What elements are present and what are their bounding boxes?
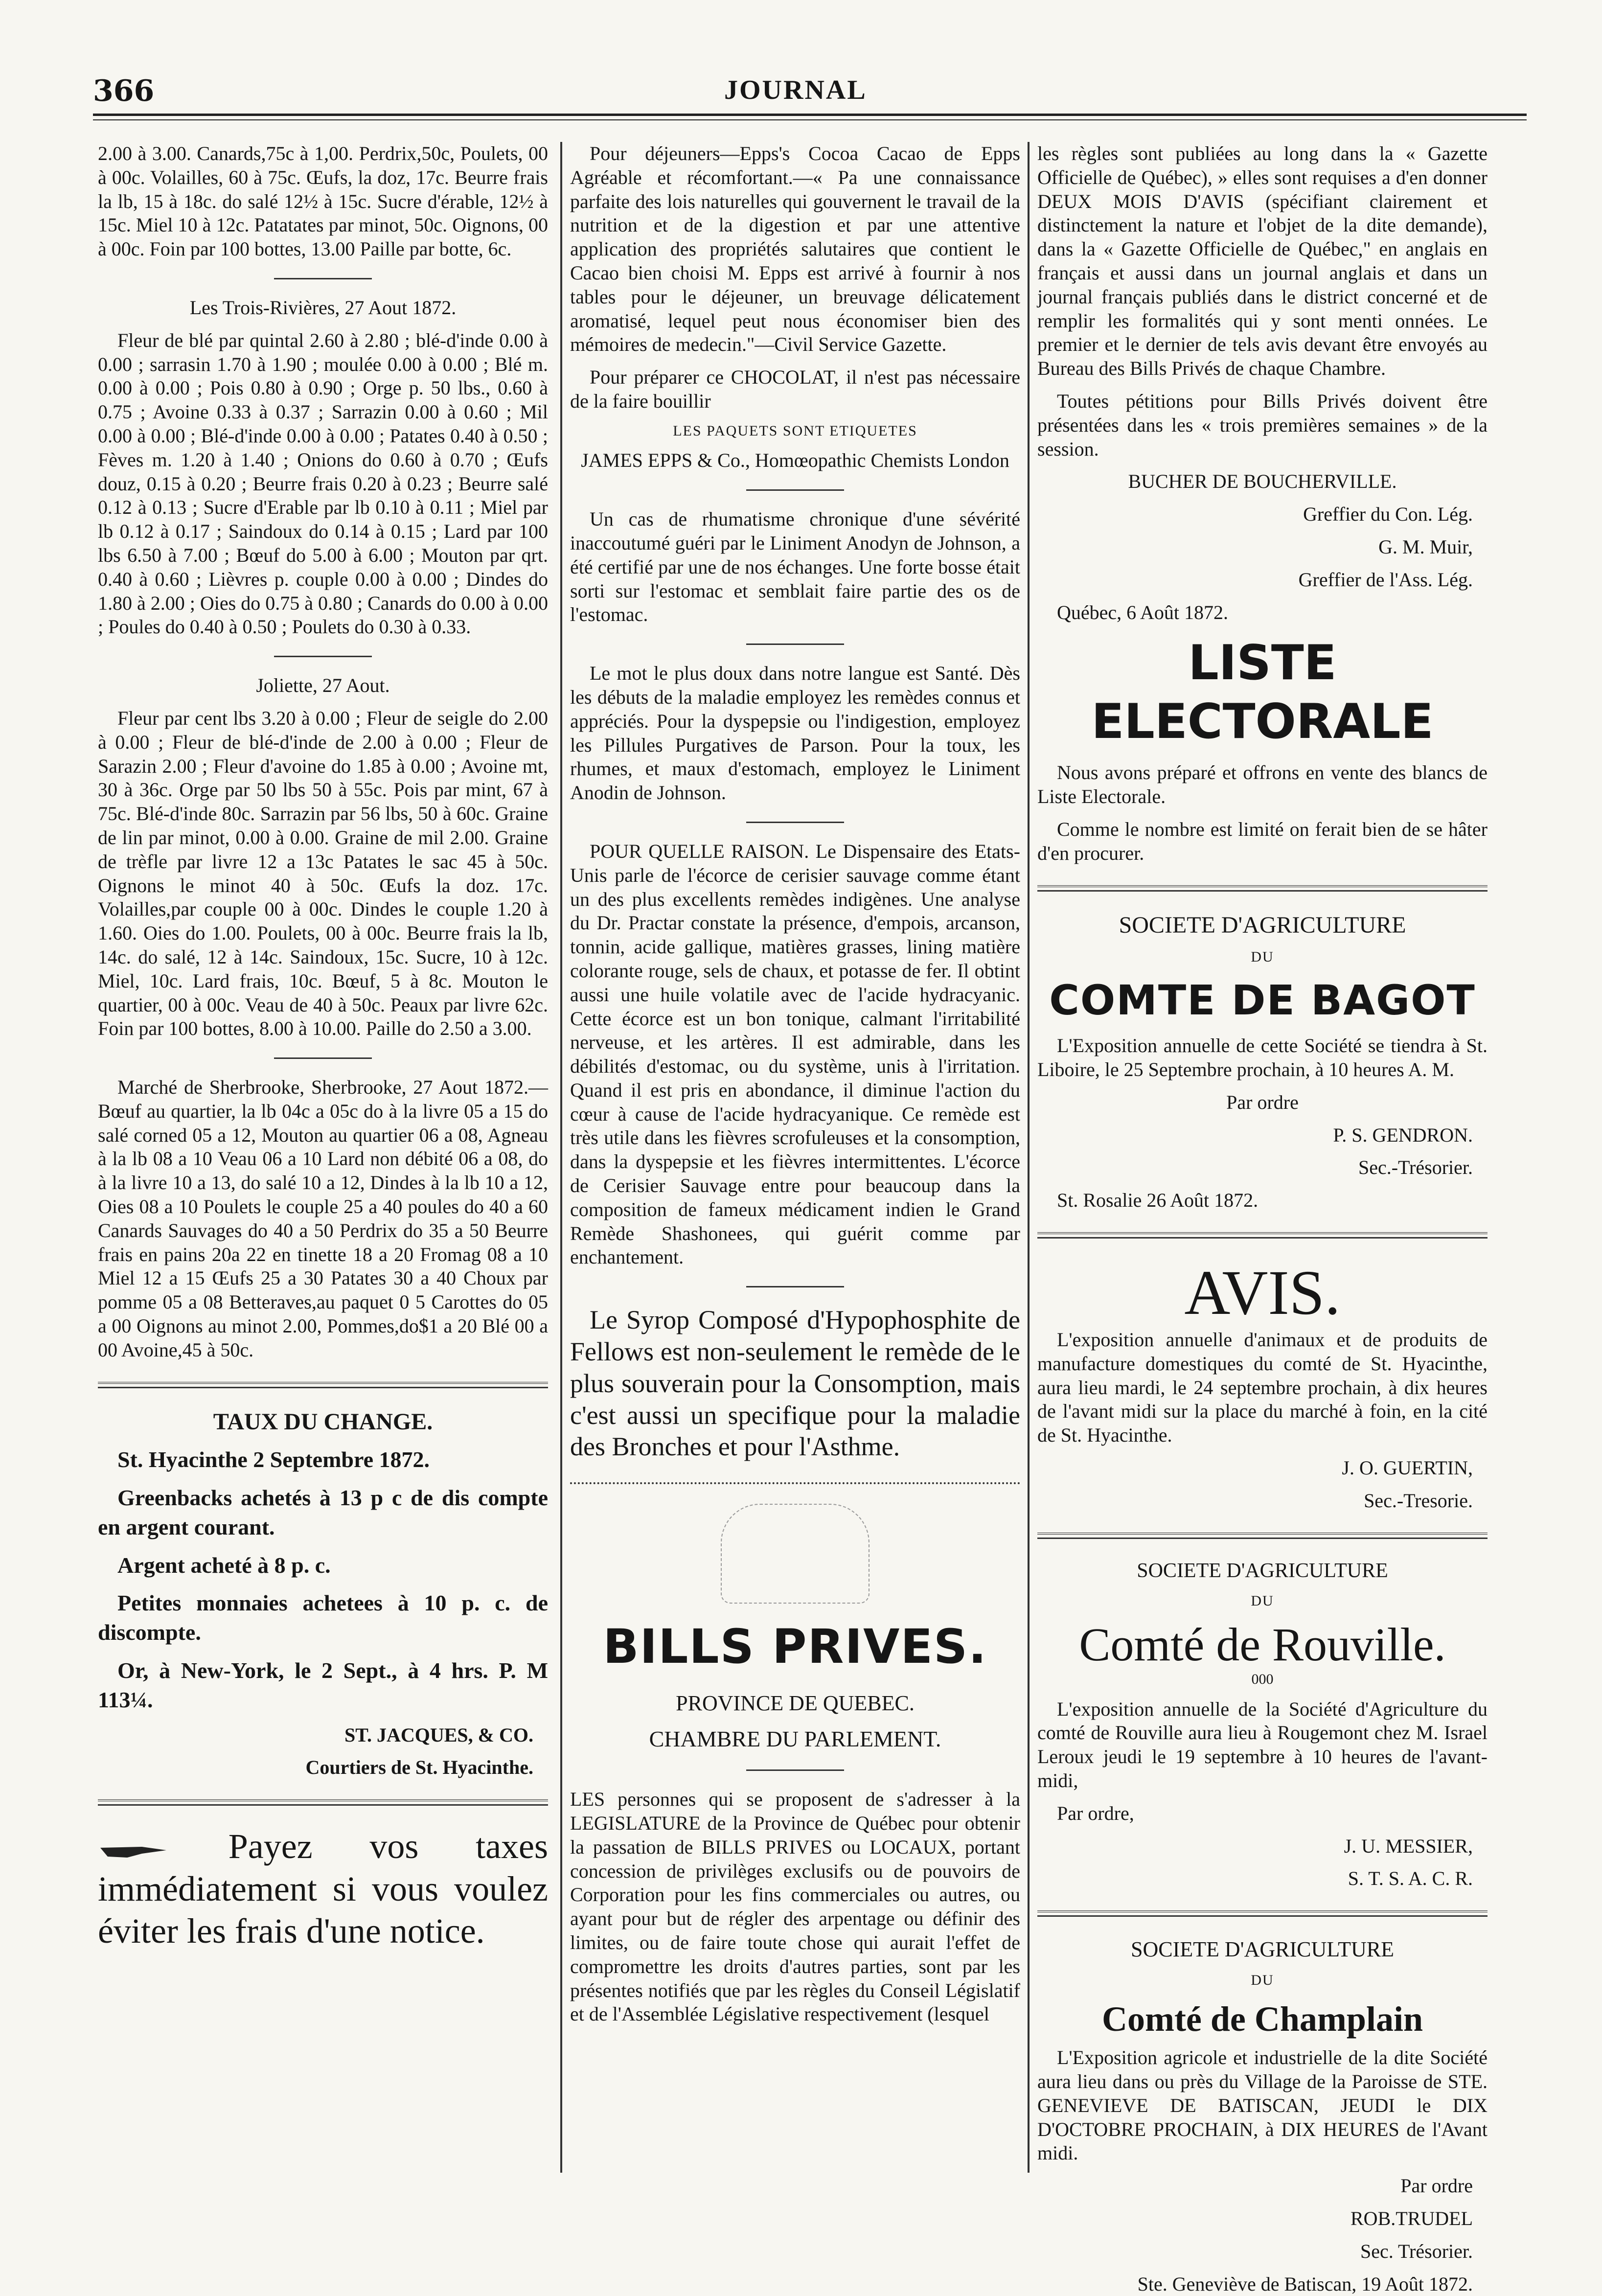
comte-de-rouville-title: Comté de Rouville. [1079,1618,1446,1671]
market-report: 2.00 à 3.00. Canards,75c à 1,00. Perdrix,50c, Poulets, 00 à 00c. Volailles, 60 à 75c. Œufs, la doz, 17c. Beurre frais la lb, 15 à 18c. do salé 12½ à 15c. Sucre d'érable, 12½ à 15c. Miel 10 à 12c. Patatates par minot, 50c. Oignons, 00 à 00c. Foin par 100 bottes, 13.00 Paille par botte, 6c. [98,142,548,260]
taux-signature-title: Courtiers de St. Hyacinthe. [305,1756,533,1779]
rheumatism-notice: Un cas de rhumatisme chronique d'une sévérité inaccoutumé guéri par le Liniment Anodyn de Johnson, a été certifié par une de nos échanges. Une forte bosse était sorti sur l'estomac et semblait faire partie des os de l'estomac. [570,508,1020,626]
taux-line: St. Hyacinthe 2 Septembre 1872. [117,1447,430,1472]
separator [274,278,372,279]
taux-line: Or, à New-York, le 2 Sept., à 4 hrs. P. M 113¼. [98,1657,548,1712]
epps-cocoa-ad: Pour déjeuners—Epps's Cocoa Cacao de Epps Agréable et récomfortant.—« Pa une connaissance parfaite des lois naturelles qui gouvernent le travail de la nutrition et de la digestion et par une attentive application des propriétés salutaires que contient le Cacao bien choisi M. Epps est arrivé à fournir à nos tables pour le déjeuner, un breuvage délicatement aromatisé, lequel peut nous économiser bien des mémoires de medecin."—Civil Service Gazette. [570,142,1020,356]
double-rule [1037,1232,1488,1239]
taux-list [98,1445,548,1714]
bagot-text: L'Exposition annuelle de cette Société se tiendra à St. Liboire, le 25 Septembre prochain, à 10 heures A. M. [1037,1034,1488,1081]
champlain-signature-title: Sec. Trésorier. [1360,2240,1473,2262]
champlain-du: DU [1251,1972,1274,1988]
separator [274,656,372,657]
double-rule [98,1382,548,1388]
joliette-prices: Fleur par cent lbs 3.20 à 0.00 ; Fleur de seigle do 2.00 à 0.00 ; Fleur de blé-d'inde de 2.00 à 0.00 ; Fleur de Sarazin 2.00 ; Fleur d'avoine do 1.85 à 0.00 ; Avoine mt, 30 à 36c. Orge par 50 lbs 50 à 55c. Pois par mint, 67 à 75c. Blé-d'inde 80c. Sarrazin par 56 lbs, 50 à 60c. Graine de lin par minot, 0.00 à 0.00. Graine de mil 2.00. Graine de trèfle par livre 12 a 13c Patates le sac 45 à 50c. Oignons le minot 40 à 50c. Œufs la doz. 17c. Volailles,par couple 00 à 00c. Dindes le couple 1.20 à 1.60. Oies do 1.00. Poulets, 00 à 00c. Beurre frais la lb, 14c. do salé, 12 à 14c. Saindoux, 15c. Sucre, 10 à 12c. Miel, 10c. Lard frais, 10c. Bœuf, 5 à 8c. Mouton le quartier, 00 à 00c. Veau de 40 à 50c. Peaux par livre 62c. Foin par 100 bottes, 8.00 à 10.00. Paille do 2.50 a 3.00. [98,707,548,1040]
separator [746,489,844,491]
double-rule [98,1799,548,1806]
pour-quelle-raison-notice: POUR QUELLE RAISON. Le Dispensaire des Etats-Unis parle de l'écorce de cerisier sauvage comme étant un des plus excellents remèdes indigènes. Une analyse du Dr. Practar constate la présence, d'empois, arcanson, tonnin, acide gallique, matières grasses, lining matière colorante rouge, sels de chaux, et potasse de fer. Il obtint aussi une huile volatile avec de l'acide hydracyanic. Cette écorce est un bon tonique, calmant l'irritabilité nerveuse, et les artères. Il est admirable, dans les débilités d'estomac, ou du système, unis à l'irritation. Quand il est pris en abondance, il diminue l'action du cœur à cause de l'acide hydracyanique. Ce remède est très utile dans les fièvres scrofuleuses et la consomption, dans la dyspepsie et les fièvres intermittentes. L'écorce de Cerisier Sauvage entre pour beaucoup dans la composition de fameux médicament indien le Grand Remède Shashonees, qui guérit comme par enchantement. [570,840,1020,1268]
bagot-signature: P. S. GENDRON. [1333,1124,1473,1146]
bills-date: Québec, 6 Août 1872. [1057,601,1228,623]
rouville-du: DU [1251,1592,1274,1609]
taux-line: Greenbacks achetés à 13 p c de dis compte en argent courant. [98,1485,548,1539]
rouville-society: SOCIETE D'AGRICULTURE [1137,1559,1388,1582]
liste-electorale-title: LISTE ELECTORALE [1091,635,1434,750]
header-rule-thin [93,119,1527,120]
rouville-text: L'exposition annuelle de la Société d'Agriculture du comté de Rouville aura lieu à Rougemont chez M. Israel Leroux jeudi le 19 septembre à 10 heures de l'avant-midi, [1037,1698,1488,1791]
bagot-du: DU [1251,949,1274,965]
separator [746,643,844,645]
double-rule [1037,885,1488,892]
champlain-text: L'Exposition agricole et industrielle de la dite Société aura lieu dans ou près du Village de la Paroisse de STE. GENEVIEVE DE BATISCAN, JEUDI le DIX D'OCTOBRE PROCHAIN, à DIX HEURES de l'Avant midi. [1037,2046,1488,2164]
page-number: 366 [93,74,155,108]
comte-de-champlain-title: Comté de Champlain [1101,1999,1423,2039]
bagot-signature-title: Sec.-Trésorier. [1358,1156,1473,1179]
payez-text: Payez vos taxes immédiatement si vous voulez éviter les frais d'une notice. [98,1827,549,1951]
taux-signature: ST. JACQUES, & CO. [344,1723,533,1746]
pointing-hand-icon [98,1838,171,1862]
sherbrooke-prices: Marché de Sherbrooke, Sherbrooke, 27 Aout 1872.—Bœuf au quartier, la lb 04c a 05c do à la livre 05 a 15 do salé corned 05 a 12, Mouton au quartier 06 a 08, Agneau à la lb 08 a 10 Veau 06 a 10 Lard non débité 06 a 08, do à la livre 10 a 13, do salé 10 a 12, Dindes à la lb 10 a 12, Oies 08 a 10 Poulets le couple 25 a 40 poules do 40 a 60 Canards Sauvages do 40 a 50 Perdrix do 35 a 50 Beurre frais en pains 20a 22 en tinette 18 a 20 Fromag 08 a 10 Miel 12 a 15 Œufs 25 a 30 Patates 30 a 40 Choux par pomme 05 a 08 Betteraves,au paquet 0 5 Carottes do 05 a 00 Oignons au minot 2.00, Pommes,do$1 a 20 Blé 00 a 00 Avoine,45 à 50c. [98,1076,548,1361]
champlain-society: SOCIETE D'AGRICULTURE [1131,1937,1394,1962]
bills-province: PROVINCE DE QUEBEC. [676,1691,915,1716]
rouville-signature: J. U. MESSIER, [1344,1835,1473,1857]
column-2 [570,142,1020,2187]
avis-text: L'exposition annuelle d'animaux et de produits de manufacture domestiques du comté de St. Hyacinthe, aura lieu mardi, le 24 septembre prochain, à dix heures de l'avant midi sur la place du marché à foin, en la cité de St. Hyacinthe. [1037,1329,1488,1446]
wavy-rule [570,1482,1020,1484]
rouville-order: Par ordre, [1057,1802,1134,1824]
syrop-notice: Le Syrop Composé d'Hypophosphite de Fellows est non-seulement le remède de le plus souverain pour la Consomption, mais c'est aussi un specifique pour la maladie des Bronches et pour l'Asthme. [570,1305,1020,1462]
bills-signature-title: Greffier du Con. Lég. [1303,503,1473,526]
separator [746,1286,844,1287]
taux-line: Argent acheté à 8 p. c. [117,1552,331,1578]
separator [746,822,844,823]
taux-heading: TAUX DU CHANGE. [213,1408,433,1435]
trois-rivieres-prices: Fleur de blé par quintal 2.60 à 2.80 ; blé-d'inde 0.00 à 0.00 ; sarrasin 1.70 à 1.90 ; moulée 0.00 à 0.00 ; Blé m. 0.00 à 0.00 ; Pois 0.80 à 0.90 ; Orge p. 50 lbs., 0.60 à 0.75 ; Avoine 0.33 à 0.37 ; Sarrazin 0.00 à 0.60 ; Mil 0.00 à 0.00 ; Blé-d'inde 0.00 à 0.00 ; Patates 0.40 à 0.50 ; Fèves m. 1.20 à 1.40 ; Onions do 0.60 à 0.70 ; Œufs douz, 0.15 à 0.20 ; Beurre frais 0.20 à 0.23 ; Beurre salé 0.12 à 0.13 ; Sucre d'Erable par lb 0.10 à 0.11 ; Miel par lb 0.12 à 0.17 ; Saindoux do 0.14 à 0.15 ; Lard par 100 lbs 6.50 à 7.00 ; Bœuf do 5.00 à 6.00 ; Mouton par qrt. 0.40 à 0.60 ; Lièvres p. couple 0.00 à 0.00 ; Dindes do 1.80 à 2.00 ; Oies do 0.75 à 0.80 ; Canards do 0.00 à 0.00 ; Poules do 0.40 à 0.50 ; Poulets do 0.30 à 0.33. [98,329,548,638]
taux-line: Petites monnaies achetees à 10 p. c. de discompte. [98,1590,548,1645]
bills-signature: G. M. Muir, [1378,535,1473,558]
liste-text: Nous avons préparé et offrons en vente des blancs de Liste Electorale. [1037,761,1488,808]
column-divider [560,142,562,2173]
double-rule [1037,1910,1488,1917]
champlain-date: Ste. Geneviève de Batiscan, 19 Août 1872. [1137,2273,1473,2295]
bagot-order: Par ordre [1226,1091,1299,1113]
champlain-signature: ROB.TRUDEL [1350,2207,1473,2230]
column-3 [1037,142,1488,2295]
comte-de-bagot-title: COMTE DE BAGOT [1049,976,1476,1024]
bills-petitions: Toutes pétitions pour Bills Privés doivent être présentées dans les « trois premières semaines » de la session. [1037,390,1488,460]
joliette-heading: Joliette, 27 Aout. [256,674,390,697]
royal-arms-illustration [721,1504,870,1604]
payez-notice [98,1825,548,1952]
trois-rivieres-heading: Les Trois-Rivières, 27 Aout 1872. [189,296,457,319]
bills-signature-title: Greffier de l'Ass. Lég. [1298,568,1473,591]
liste-text: Comme le nombre est limité on ferait bien de se hâter d'en procurer. [1037,818,1488,864]
separator [274,1057,372,1059]
bagot-society: SOCIETE D'AGRICULTURE [1119,912,1406,938]
avis-title: AVIS. [1184,1258,1341,1329]
column-1 [98,142,548,2187]
rouville-ornament: 000 [1251,1671,1274,1688]
avis-signature-title: Sec.-Tresorie. [1364,1489,1473,1512]
bills-prives-title: BILLS PRIVES. [603,1619,987,1675]
page-header [93,73,1527,113]
epps-signature: JAMES EPPS & Co., Homœopathic Chemists London [581,449,1009,472]
bills-notice-continued: les règles sont publiées au long dans la « Gazette Officielle de Québec), » elles sont requises a d'en donner DEUX MOIS D'AVIS (spécifiant clairement et distinctement la nature et l'objet de la dite demande), dans la « Gazette Officielle de Québec," en anglais en français et aussi dans un journal anglais et dans un journal français publiés dans le district concerné et de remplir les formalités qui y sont menti onnées. Le premier et le dernier de tels avis devant être envoyés au Bureau des Bills Privés de chaque Chambre. [1037,142,1488,380]
double-rule [1037,1533,1488,1539]
header-rule [93,114,1527,116]
separator [746,1769,844,1771]
epps-preparation: Pour préparer ce CHOCOLAT, il n'est pas nécessaire de la faire bouillir [570,366,1020,412]
avis-signature: J. O. GUERTIN, [1342,1457,1473,1479]
column-divider [1028,142,1030,2173]
bills-notice: LES personnes qui se proposent de s'adresser à la LEGISLATURE de la Province de Québec pour obtenir la passation de BILLS PRIVES ou LOCAUX, portant concession de privilèges exclusifs ou de pouvoirs de Corporation pour les fins commerciales ou autres, ou ayant pour but de régler des arpentage ou définir des limites, ou de faire toute chose qui aurait l'effet de compromettre les droits d'autres parties, sont par les présentes notifiés que par les règles du Conseil Législatif et de l'Assemblée Législative respectivement (lesquel [570,1788,1020,2025]
sante-notice: Le mot le plus doux dans notre langue est Santé. Dès les débuts de la maladie employez les remèdes connus et appréciés. Pour la dyspepsie ou l'indigestion, employez les Pillules Purgatives de Parson. Pour la toux, les rhumes, et maux d'estomach, employez le Liniment Anodin de Johnson. [570,662,1020,804]
rouville-signature-title: S. T. S. A. C. R. [1348,1867,1473,1890]
bills-chambre: CHAMBRE DU PARLEMENT. [649,1726,941,1752]
journal-title: JOURNAL [724,75,867,105]
bagot-date: St. Rosalie 26 Août 1872. [1057,1189,1259,1212]
bills-signature: BUCHER DE BOUCHERVILLE. [1128,470,1397,493]
champlain-order: Par ordre [1400,2175,1473,2197]
epps-packets: LES PAQUETS SONT ETIQUETES [673,422,917,439]
